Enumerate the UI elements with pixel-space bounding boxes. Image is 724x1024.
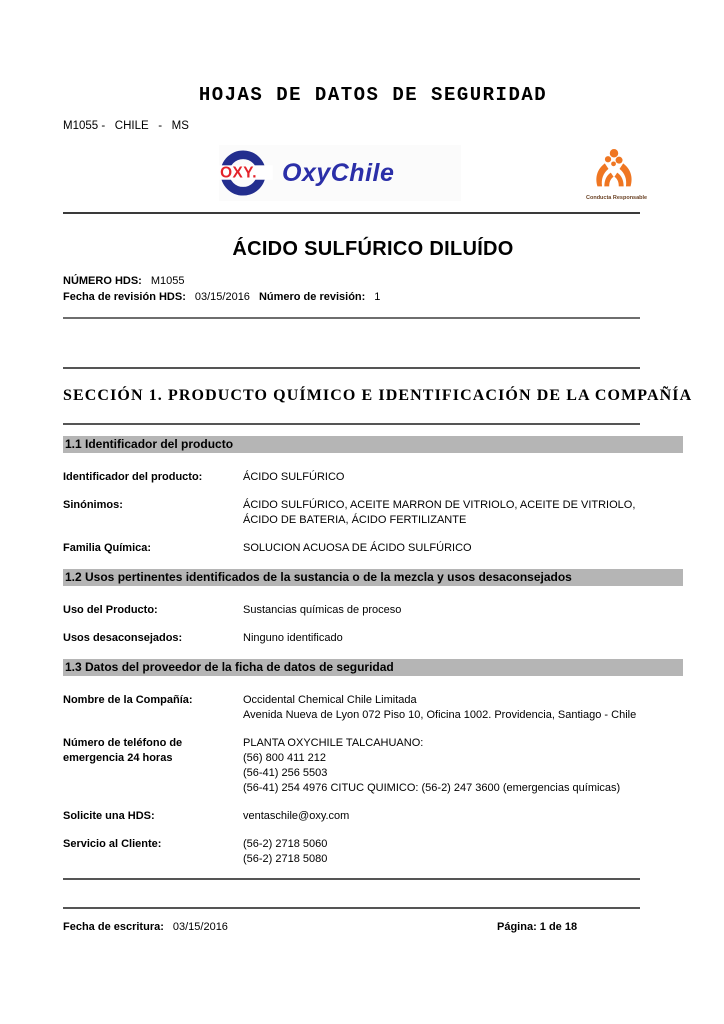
document-code: M1055 - CHILE - MS — [63, 120, 189, 132]
info-row — [63, 809, 683, 824]
oxychile-wordmark: OxyChile — [282, 158, 395, 187]
divider-line — [63, 212, 640, 214]
field-value-line: Avenida Nueva de Lyon 072 Piso 10, Oficina 1002. Providencia, Santiago - Chile — [243, 709, 637, 721]
field-value — [243, 736, 683, 796]
subsection-1-2-heading: 1.2 Usos pertinentes identificados de la sustancia o de la mezcla y usos desaconsejados — [63, 569, 683, 586]
divider-line — [63, 317, 640, 319]
write-date-value: 03/15/2016 — [172, 921, 228, 933]
responsible-care-logo — [586, 147, 648, 201]
field-value — [243, 693, 683, 723]
field-value-line: ÁCIDO SULFÚRICO — [243, 471, 345, 483]
field-value-line: (56-2) 2718 5060 — [243, 838, 328, 850]
info-row — [63, 541, 683, 556]
field-label: Identificador del producto: — [63, 471, 203, 483]
field-value-line: Ninguno identificado — [243, 632, 343, 644]
field-label: Número de teléfono de emergencia 24 horas — [63, 737, 183, 764]
field-value — [243, 809, 683, 824]
document-title: HOJAS DE DATOS DE SEGURIDAD — [198, 84, 548, 106]
field-value-line: SOLUCION ACUOSA DE ÁCIDO SULFÚRICO — [243, 542, 472, 554]
oxy-logo-mark-text: OXY. — [220, 164, 258, 182]
divider-line — [63, 878, 640, 880]
hds-number-label: NÚMERO HDS: — [63, 275, 142, 287]
field-value-line: (56-2) 2718 5080 — [243, 853, 328, 865]
field-value-line: ÁCIDO DE BATERIA, ÁCIDO FERTILIZANTE — [243, 514, 467, 526]
hds-number-value: M1055 — [150, 275, 185, 287]
field-value-line: (56-41) 254 4976 CITUC QUIMICO: (56-2) 247 3600 (emergencias químicas) — [243, 782, 621, 794]
field-label: Usos desaconsejados: — [63, 632, 183, 644]
info-row — [63, 736, 683, 796]
revision-date-label: Fecha de revisión HDS: — [63, 291, 186, 303]
divider-line — [63, 367, 640, 369]
oxychile-logo — [219, 145, 461, 201]
field-label: Sinónimos: — [63, 499, 123, 511]
field-value-line: (56) 800 411 212 — [243, 752, 326, 764]
info-row — [63, 603, 683, 618]
field-label: Uso del Producto: — [63, 604, 158, 616]
field-value-line: Occidental Chemical Chile Limitada — [243, 694, 417, 706]
field-value — [243, 837, 683, 867]
page-number: Página: 1 de 18 — [497, 921, 578, 933]
field-value-line: ÁCIDO SULFÚRICO, ACEITE MARRON DE VITRIOLO, ACEITE DE VITRIOLO, — [243, 499, 636, 511]
info-row — [63, 631, 683, 646]
write-date-label: Fecha de escritura: — [63, 921, 164, 933]
product-title: ÁCIDO SULFÚRICO DILUÍDO — [232, 238, 514, 260]
hds-identity-block — [63, 273, 683, 305]
subsection-1-1-heading: 1.1 Identificador del producto — [63, 436, 683, 453]
field-label: Solicite una HDS: — [63, 810, 155, 822]
info-row — [63, 498, 683, 528]
info-row — [63, 837, 683, 867]
hands-molecule-icon — [591, 147, 637, 189]
field-value-line: PLANTA OXYCHILE TALCAHUANO: — [243, 737, 424, 749]
hds-number-line — [63, 273, 683, 289]
field-label: Nombre de la Compañía: — [63, 694, 193, 706]
divider-line — [63, 907, 640, 909]
subsection-1-1-rows — [63, 470, 683, 556]
subsection-1-3-rows — [63, 693, 683, 867]
field-value — [243, 631, 683, 646]
revision-date-value: 03/15/2016 — [194, 291, 250, 303]
hds-revision-line — [63, 289, 683, 305]
field-label: Familia Química: — [63, 542, 152, 554]
section-1-title: SECCIÓN 1. PRODUCTO QUÍMICO E IDENTIFICACIÓN DE LA COMPAÑÍA — [63, 387, 693, 404]
oxy-logo-icon — [219, 149, 273, 197]
responsible-care-caption: Conducta Responsable — [586, 195, 648, 201]
field-label: Servicio al Cliente: — [63, 838, 162, 850]
field-value-line: ventaschile@oxy.com — [243, 810, 350, 822]
field-value-line: Sustancias químicas de proceso — [243, 604, 402, 616]
subsection-1-3-heading: 1.3 Datos del proveedor de la ficha de datos de seguridad — [63, 659, 683, 676]
divider-line — [63, 423, 640, 425]
revision-number-label: Número de revisión: — [258, 291, 366, 303]
info-row — [63, 470, 683, 485]
page-footer — [63, 921, 683, 939]
field-value-line: (56-41) 256 5503 — [243, 767, 328, 779]
field-value — [243, 541, 683, 556]
field-value — [243, 498, 683, 528]
subsection-1-2-rows — [63, 603, 683, 646]
section-1-body — [63, 436, 683, 880]
revision-number-value: 1 — [374, 291, 381, 303]
info-row — [63, 693, 683, 723]
field-value — [243, 470, 683, 485]
field-value — [243, 603, 683, 618]
